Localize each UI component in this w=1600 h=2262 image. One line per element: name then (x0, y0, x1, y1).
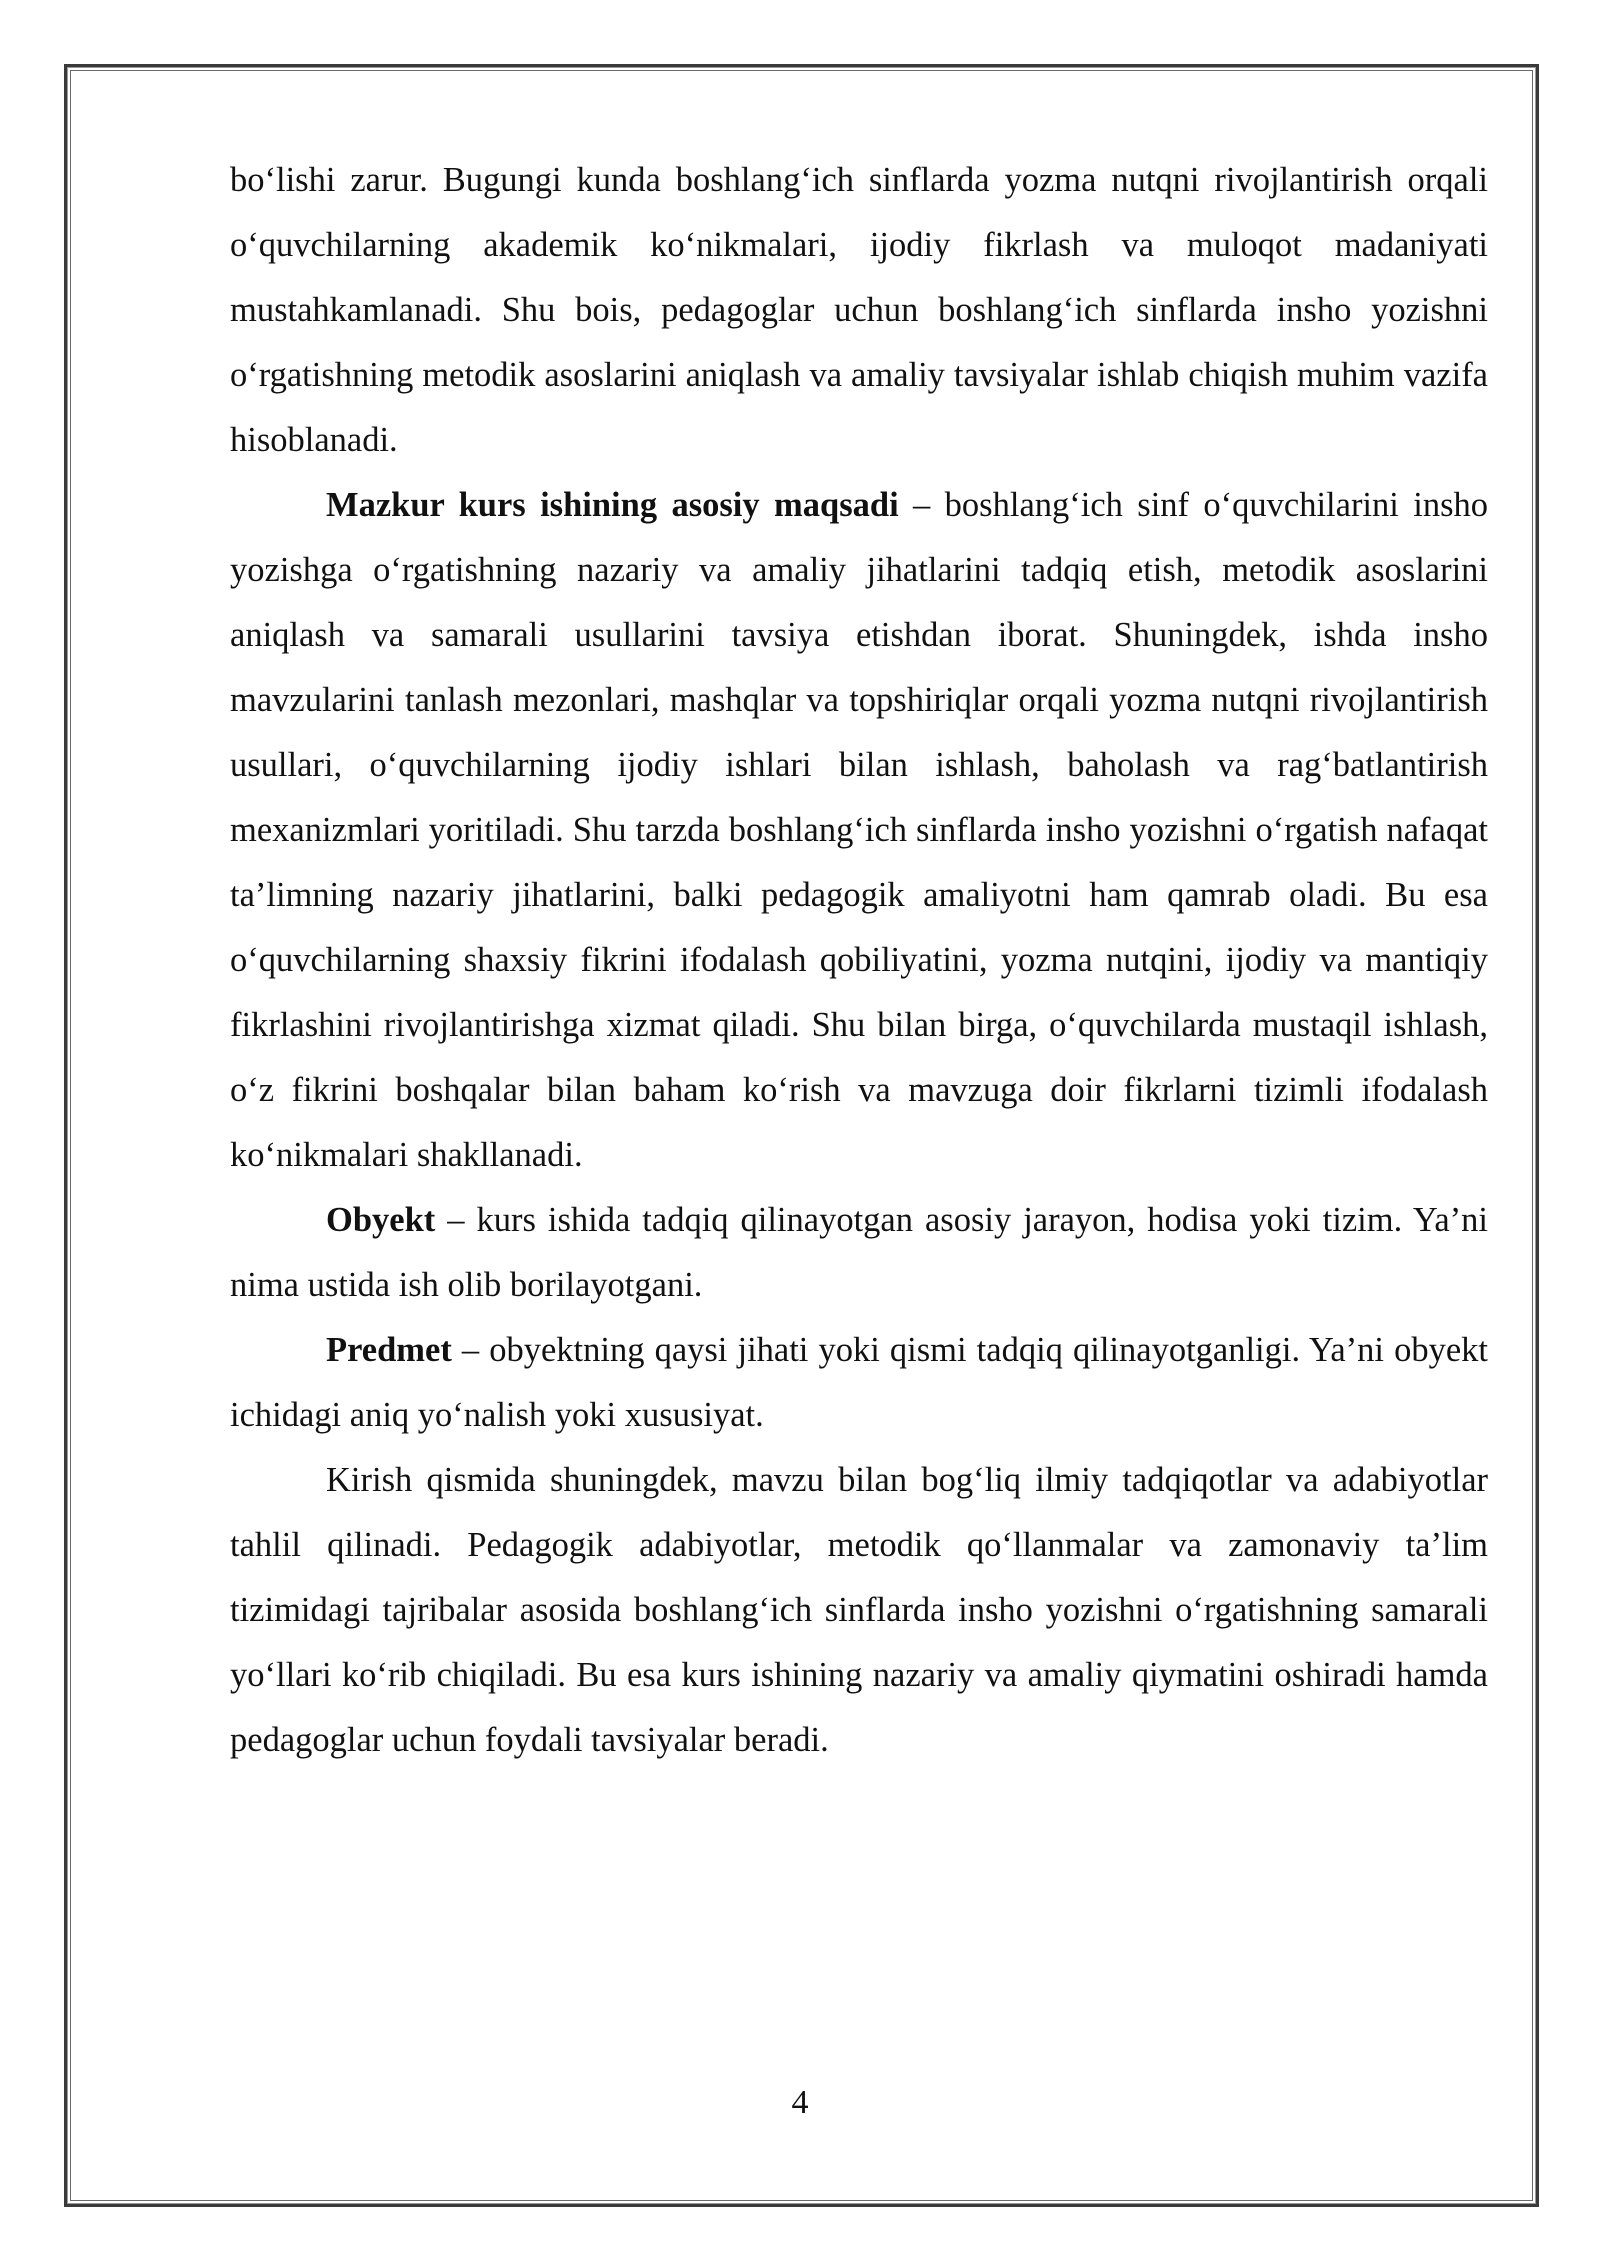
paragraph-text: – kurs ishida tadqiq qilinayotgan asosiy jarayon, hodisa yoki tizim. Ya’ni nima ustida ish olib borilayotgani. (230, 1201, 1488, 1304)
paragraph-aim (230, 473, 1488, 1188)
paragraph-subject (230, 1318, 1488, 1448)
paragraph-text: bo‘lishi zarur. Bugungi kunda boshlang‘ich sinflarda yozma nutqni rivojlantirish orqali o‘quvchilarning akademik ko‘nikmalari, ijodiy fikrlash va muloqot madaniyati mustahkamlanadi. Shu bois, pedagoglar uchun boshlang‘ich sinflarda insho yozishni o‘rgatishning metodik asoslarini aniqlash va amaliy tavsiyalar ishlab chiqish muhim vazifa hisoblanadi. (230, 161, 1488, 459)
paragraph-text: Kirish qismida shuningdek, mavzu bilan bog‘liq ilmiy tadqiqotlar va adabiyotlar tahlil qilinadi. Pedagogik adabiyotlar, metodik qo‘llanmalar va zamonaviy ta’lim tizimidagi tajribalar asosida boshlang‘ich sinflarda insho yozishni o‘rgatishning samarali yo‘llari ko‘rib chiqiladi. Bu esa kurs ishining nazariy va amaliy qiymatini oshiradi hamda pedagoglar uchun foydali tavsiyalar beradi. (230, 1461, 1488, 1759)
paragraph-text: – obyektning qaysi jihati yoki qismi tadqiq qilinayotganligi. Ya’ni obyekt ichidagi aniq yo‘nalish yoki xususiyat. (230, 1331, 1488, 1434)
paragraph-object (230, 1188, 1488, 1318)
paragraph-literature-review (230, 1448, 1488, 1773)
page-number: 4 (791, 2084, 809, 2121)
paragraph-lead-object: Obyekt (326, 1201, 436, 1239)
document-body (230, 148, 1488, 1773)
paragraph-text: – boshlang‘ich sinf o‘quvchilarini insho yozishga o‘rgatishning nazariy va amaliy jihatlarini tadqiq etish, metodik asoslarini aniqlash va samarali usullarini tavsiya etishdan iborat. Shuningdek, ishda insho mavzularini tanlash mezonlari, mashqlar va topshiriqlar orqali yozma nutqni rivojlantirish usullari, o‘quvchilarning ijodiy ishlari bilan ishlash, baholash va rag‘batlantirish mexanizmlari yoritiladi. Shu tarzda boshlang‘ich sinflarda insho yozishni o‘rgatish nafaqat ta’limning nazariy jihatlarini, balki pedagogik amaliyotni ham qamrab oladi. Bu esa o‘quvchilarning shaxsiy fikrini ifodalash qobiliyatini, yozma nutqini, ijodiy va mantiqiy fikrlashini rivojlantirishga xizmat qiladi. Shu bilan birga, o‘quvchilarda mustaqil ishlash, o‘z fikrini boshqalar bilan baham ko‘rish va mavzuga doir fikrlarni tizimli ifodalash ko‘nikmalari shakllanadi. (230, 486, 1488, 1174)
paragraph-intro-continuation (230, 148, 1488, 473)
paragraph-lead-aim: Mazkur kurs ishining asosiy maqsadi (326, 486, 899, 524)
paragraph-lead-subject: Predmet (326, 1331, 452, 1369)
